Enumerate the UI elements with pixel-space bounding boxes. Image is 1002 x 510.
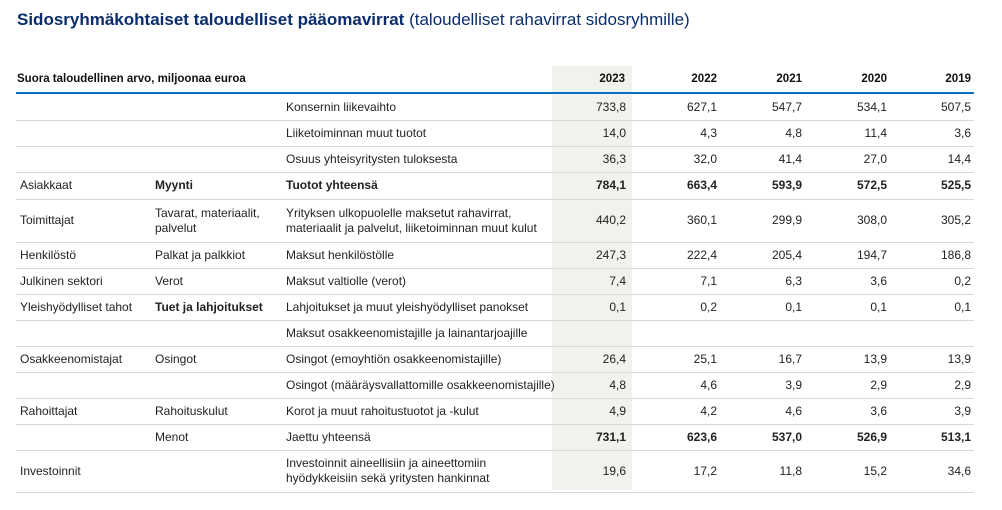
value-cell-2022: 17,2 [693,463,717,478]
value-cell-2019: 14,4 [947,151,971,166]
description-cell: Yrityksen ulkopuolelle maksetut rahavirrat, materiaalit ja palvelut, liiketoiminnan muut kulut [286,205,537,235]
value-cell-2020: 3,6 [870,403,887,418]
stakeholder-cell [20,320,150,346]
value-cell-2019: 3,6 [954,125,971,140]
title-sub: (taloudelliset rahavirrat sidosryhmille) [409,10,690,29]
value-cell-2020: 534,1 [856,99,887,114]
value-cell-2019: 186,8 [940,247,971,262]
value-cell-2021: 6,3 [785,273,802,288]
value-cell-2021: 41,4 [778,151,802,166]
value-cell-2022: 0,2 [700,299,717,314]
value-cell-2022: 222,4 [686,247,717,262]
value-cell-2023: 0,1 [609,299,626,314]
value-cell-2019: 525,5 [940,178,971,192]
value-cell-2023: 247,3 [595,247,626,262]
description-cell: Maksut valtiolle (verot) [286,273,407,288]
flow-type-cell [155,146,283,172]
value-cell-2020: 13,9 [863,351,887,366]
stakeholder-cell [20,424,150,450]
value-cell-2019: 513,1 [940,429,971,444]
table-row [16,398,974,425]
value-cell-2019: 13,9 [947,351,971,366]
flow-type-cell [155,450,283,492]
table-row [16,320,974,347]
value-cell-2021: 593,9 [771,178,802,192]
stakeholder-cell: Osakkeenomistajat [20,351,123,366]
year-header-2021: 2021 [776,73,802,85]
description-cell: Maksut osakkeenomistajille ja lainantarjoajille [286,325,528,340]
value-cell-2023: 14,0 [602,125,626,140]
value-cell-2021: 11,8 [779,463,802,478]
stakeholder-cell: Asiakkaat [20,178,73,192]
value-cell-2020: 308,0 [856,213,887,227]
description-cell: Osingot (määräysvallattomille osakkeenomistajille) [286,377,555,392]
value-cell-2023: 440,2 [595,213,626,227]
value-cell-2019: 3,9 [954,403,971,418]
table-row [16,294,974,321]
flow-type-cell [155,320,283,346]
table-row [16,94,974,121]
value-cell-2021: 537,0 [771,429,802,444]
description-cell: Maksut henkilöstölle [286,247,395,262]
table-row [16,372,974,399]
year-header-2023: 2023 [599,73,625,85]
table-row [16,450,974,493]
value-cell-2023: 36,3 [602,151,626,166]
value-cell-2021: 0,1 [785,299,802,314]
value-cell-2022: 4,2 [700,403,717,418]
value-cell-2022: 627,1 [686,99,717,114]
value-cell-2020 [811,320,887,346]
stakeholder-cell: Henkilöstö [20,247,77,262]
value-cell-2023: 784,1 [595,178,626,192]
value-cell-2022 [641,320,717,346]
value-cell-2023 [554,320,626,346]
value-cell-2020: 0,1 [870,299,887,314]
table-row [16,172,974,200]
stakeholder-cell: Yleishyödylliset tahot [20,299,133,314]
flow-type-cell [155,120,283,146]
flow-type-cell: Rahoituskulut [155,403,228,418]
value-cell-2023: 733,8 [595,99,626,114]
flow-type-cell [155,372,283,398]
year-header-2019: 2019 [945,73,971,85]
value-cell-2023: 19,6 [602,463,626,478]
value-cell-2022: 32,0 [693,151,717,166]
table-row [16,346,974,373]
value-cell-2023: 4,9 [609,403,626,418]
unit-label: Suora taloudellinen arvo, miljoonaa euroa [17,73,246,85]
description-cell: Korot ja muut rahoitustuotot ja -kulut [286,403,479,418]
year-header-2020: 2020 [861,73,887,85]
description-cell: Liiketoiminnan muut tuotot [286,125,427,140]
value-cell-2021 [728,320,802,346]
value-cell-2021: 299,9 [771,213,802,227]
value-cell-2022: 4,3 [700,125,717,140]
value-cell-2019: 507,5 [940,99,971,114]
flow-type-cell: Tuet ja lahjoitukset [155,299,263,314]
stakeholder-cell: Investoinnit [20,463,81,478]
year-header-2022: 2022 [691,73,717,85]
value-cell-2019: 34,6 [947,463,971,478]
flow-type-cell: Osingot [155,351,197,366]
flow-type-cell: Tavarat, materiaalit, palvelut [155,205,260,235]
table-row [16,120,974,147]
value-cell-2019: 0,1 [954,299,971,314]
value-cell-2021: 4,8 [785,125,802,140]
value-cell-2022: 7,1 [700,273,717,288]
flow-type-cell: Myynti [155,178,194,192]
table-row [16,268,974,295]
value-cell-2021: 547,7 [771,99,802,114]
value-cell-2019 [896,320,971,346]
value-cell-2020: 3,6 [870,273,887,288]
value-cell-2020: 11,4 [864,125,887,140]
value-cell-2023: 26,4 [602,351,626,366]
table-row [16,424,974,451]
value-cell-2020: 27,0 [863,151,887,166]
value-cell-2021: 16,7 [778,351,802,366]
value-cell-2022: 4,6 [700,377,717,392]
description-cell: Lahjoitukset ja muut yleishyödylliset panokset [286,299,529,314]
value-cell-2022: 663,4 [686,178,717,192]
description-cell: Konsernin liikevaihto [286,99,397,114]
stakeholder-cell: Toimittajat [20,213,75,227]
value-cell-2023: 731,1 [595,429,626,444]
stakeholder-cell: Julkinen sektori [20,273,103,288]
flow-type-cell: Verot [155,273,184,288]
value-cell-2021: 4,6 [785,403,802,418]
value-cell-2020: 15,2 [863,463,887,478]
value-cell-2020: 194,7 [856,247,887,262]
value-cell-2022: 360,1 [686,213,717,227]
description-cell: Tuotot yhteensä [286,178,378,192]
value-cell-2019: 305,2 [940,213,971,227]
description-cell: Investoinnit aineellisiin ja aineettomiin hyödykkeisiin sekä yritysten hankinnat [286,456,490,485]
flow-type-cell [155,94,283,120]
description-cell: Jaettu yhteensä [286,429,371,444]
value-cell-2021: 3,9 [785,377,802,392]
stakeholder-cell [20,372,150,398]
page-title [17,10,690,30]
value-cell-2022: 623,6 [686,429,717,444]
description-cell: Osuus yhteisyritysten tuloksesta [286,151,458,166]
table-row [16,199,974,243]
flow-type-cell: Palkat ja palkkiot [155,247,246,262]
value-cell-2023: 4,8 [609,377,626,392]
value-cell-2019: 2,9 [954,377,971,392]
value-cell-2023: 7,4 [609,273,626,288]
table-row [16,242,974,269]
stakeholder-cell [20,94,150,120]
description-cell: Osingot (emoyhtiön osakkeenomistajille) [286,351,502,366]
stakeholder-cell [20,146,150,172]
value-cell-2021: 205,4 [771,247,802,262]
value-cell-2020: 2,9 [870,377,887,392]
title-main: Sidosryhmäkohtaiset taloudelliset pääomavirrat [17,10,405,29]
value-cell-2020: 526,9 [856,429,887,444]
value-cell-2022: 25,1 [693,351,717,366]
value-cell-2020: 572,5 [856,178,887,192]
stakeholder-cell: Rahoittajat [20,403,78,418]
value-cell-2019: 0,2 [954,273,971,288]
table-row [16,146,974,173]
flow-type-cell: Menot [155,429,189,444]
stakeholder-cell [20,120,150,146]
